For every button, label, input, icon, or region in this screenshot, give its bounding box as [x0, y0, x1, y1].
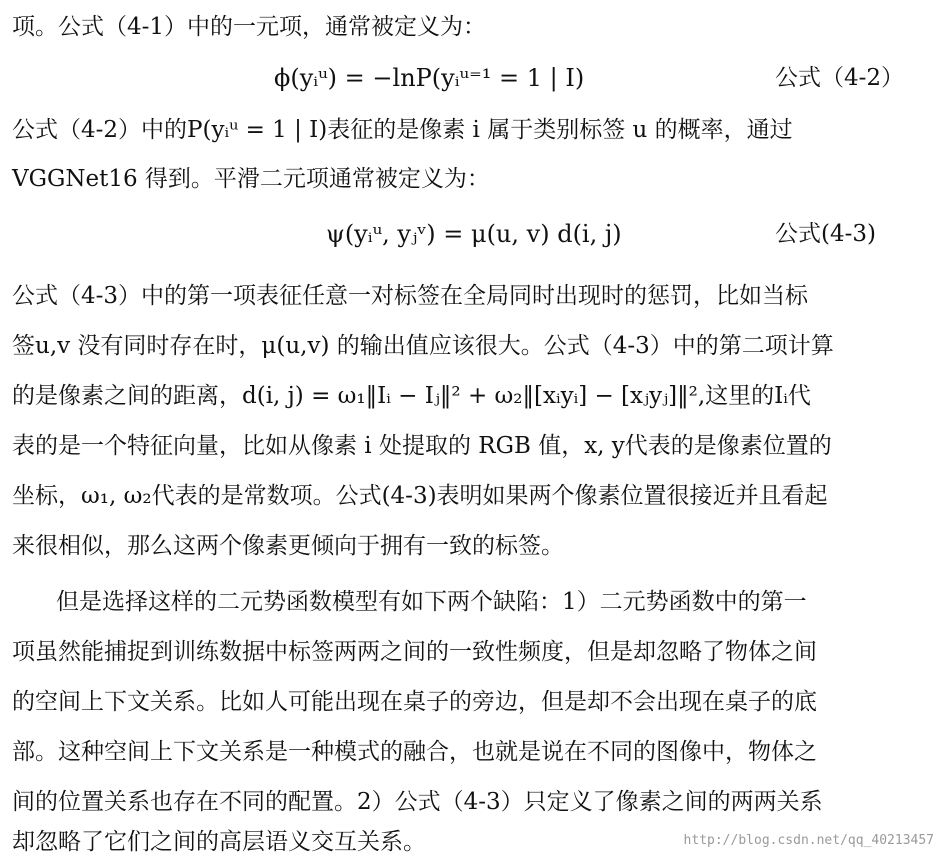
watermark-url: http://blog.csdn.net/qq_40213457 — [683, 833, 934, 848]
equation-4-3: ψ(yᵢᵘ, yⱼᵛ) = μ(u, v) d(i, j) — [326, 220, 622, 248]
text-line-16: 间的位置关系也存在不同的配置。2）公式（4-3）只定义了像素之间的两两关系 — [12, 789, 823, 815]
text-line-10: 坐标，ω₁, ω₂代表的是常数项。公式(4-3)表明如果两个像素位置很接近并且看起 — [12, 483, 828, 509]
text-line-6: 公式（4-3）中的第一项表征任意一对标签在全局同时出现时的惩罚，比如当标 — [12, 283, 809, 309]
equation-number-4-3: 公式(4-3) — [775, 221, 876, 247]
equation-4-2: ϕ(yᵢᵘ) = −lnP(yᵢᵘ⁼¹ = 1 | I) — [274, 64, 585, 92]
equation-number-4-2: 公式（4-2） — [775, 65, 905, 91]
text-line-14: 的空间上下文关系。比如人可能出现在桌子的旁边，但是却不会出现在桌子的底 — [12, 689, 817, 715]
text-line-7: 签u,v 没有同时存在时，μ(u,v) 的输出值应该很大。公式（4-3）中的第二项计算 — [12, 333, 834, 359]
text-line-8: 的是像素之间的距离，d(i, j) = ω₁‖Iᵢ − Iⱼ‖² + ω₂‖[xᵢyᵢ] − [xⱼyⱼ]‖²,这里的Iᵢ代 — [12, 383, 811, 409]
text-line-4: VGGNet16 得到。平滑二元项通常被定义为： — [12, 166, 490, 192]
text-line-17: 却忽略了它们之间的高层语义交互关系。 — [12, 829, 426, 855]
text-line-12: 但是选择这样的二元势函数模型有如下两个缺陷：1）二元势函数中的第一 — [56, 589, 807, 615]
text-line-11: 来很相似，那么这两个像素更倾向于拥有一致的标签。 — [12, 533, 564, 559]
text-line-3: 公式（4-2）中的P(yᵢᵘ = 1 | I)表征的是像素 i 属于类别标签 u 的概率，通过 — [12, 117, 793, 143]
text-line-1: 项。公式（4-1）中的一元项，通常被定义为： — [12, 14, 487, 40]
text-line-15: 部。这种空间上下文关系是一种模式的融合，也就是说在不同的图像中，物体之 — [12, 739, 817, 765]
text-line-13: 项虽然能捕捉到训练数据中标签两两之间的一致性频度，但是却忽略了物体之间 — [12, 639, 817, 665]
text-line-9: 表的是一个特征向量，比如从像素 i 处提取的 RGB 值，x, y代表的是像素位置的 — [12, 433, 832, 459]
